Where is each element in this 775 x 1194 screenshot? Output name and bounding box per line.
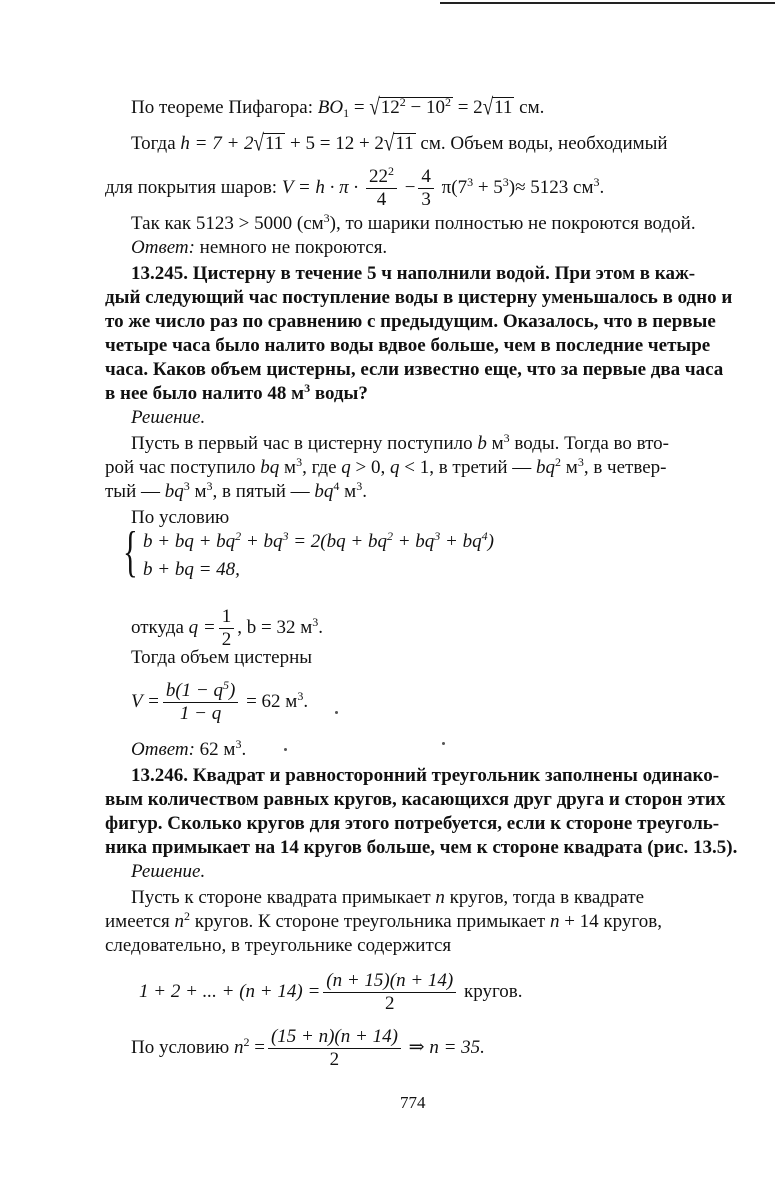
- math: , b = 32 м: [237, 616, 313, 638]
- subscript: 1: [343, 106, 350, 120]
- math: =: [349, 97, 370, 118]
- radicand: 11: [395, 133, 414, 154]
- text: воды. Тогда во вто-: [509, 433, 669, 454]
- math: = 2: [452, 97, 483, 118]
- math: n: [435, 887, 445, 908]
- text: м: [486, 433, 504, 454]
- text: , в пятый —: [212, 481, 310, 502]
- height-line: [105, 132, 756, 156]
- math: ): [229, 680, 236, 701]
- math: q =: [188, 616, 216, 638]
- text: .: [318, 616, 323, 638]
- superscript: 3: [502, 174, 509, 189]
- math: + 5: [473, 176, 503, 198]
- text: имеется: [105, 911, 170, 932]
- math: BO: [317, 97, 344, 118]
- text: Тогда: [131, 133, 176, 154]
- math: + bq: [440, 531, 482, 552]
- denominator: 2: [384, 993, 395, 1014]
- superscript: 3: [304, 381, 311, 395]
- superscript: 2: [399, 95, 406, 109]
- scan-speck: [284, 748, 287, 751]
- superscript: 3: [296, 455, 303, 469]
- denominator: 2: [221, 629, 232, 650]
- text: , где: [302, 457, 337, 478]
- superscript: 2: [243, 1034, 250, 1049]
- fraction: [268, 1026, 401, 1071]
- math: − 10: [405, 97, 445, 118]
- solution2-line-3: следовательно, в треугольнике содержится: [105, 935, 452, 956]
- text: м: [339, 481, 357, 502]
- math: q: [390, 457, 400, 478]
- superscript: 3: [503, 431, 510, 445]
- equation-2: b + bq = 48,: [143, 559, 240, 580]
- math: + bq: [392, 531, 435, 552]
- text: тый —: [105, 481, 160, 502]
- problem-246-line-2: вым количеством равных кругов, касающихся друг друга и сторон этих: [105, 789, 726, 810]
- problem-number: 13.246.: [131, 765, 188, 786]
- math: = 62 м: [241, 690, 298, 712]
- superscript: 5: [223, 678, 229, 692]
- condition-label: По условию: [131, 507, 230, 528]
- scan-speck: [335, 711, 338, 714]
- superscript: 3: [206, 479, 213, 493]
- unit: см.: [514, 97, 545, 118]
- radicand: 11: [264, 133, 284, 154]
- math: n: [174, 911, 185, 932]
- text: По теореме Пифагора:: [131, 97, 314, 118]
- solution2-line-2: [105, 910, 730, 934]
- superscript: 3: [323, 211, 330, 225]
- fraction: [219, 606, 235, 651]
- solution2-line-1: [105, 886, 756, 910]
- text: Квадрат и равносторонний треугольник заполнены одинако-: [188, 765, 720, 786]
- denominator: 1 − q: [179, 703, 222, 724]
- solution-label: Решение.: [131, 861, 206, 882]
- denominator: 2: [329, 1049, 340, 1070]
- solution-label: Решение.: [131, 407, 206, 428]
- problem-246-line-1: [105, 764, 756, 788]
- problem-246-line-3: фигур. Сколько кругов для этого потребуется, если к стороне треуголь-: [105, 813, 720, 834]
- numerator: [366, 166, 397, 189]
- problem-246-line-4: ника примыкает на 14 кругов больше, чем к стороне квадрата (рис. 13.5).: [105, 837, 738, 858]
- solution-line-3: [105, 480, 730, 504]
- numerator: 4: [418, 166, 434, 189]
- volume-label: Тогда объем цистерны: [131, 647, 313, 668]
- math: b(1 − q: [165, 680, 223, 701]
- answer-2: [105, 738, 756, 762]
- superscript: 3: [312, 614, 319, 629]
- text: кругов. К стороне треугольника примыкает: [190, 911, 546, 932]
- denominator: 4: [376, 189, 387, 210]
- superscript: 2: [184, 909, 191, 923]
- text: + 14 кругов,: [559, 911, 662, 932]
- top-rule: [440, 2, 775, 4]
- superscript: 4: [481, 529, 488, 543]
- superscript: 2: [386, 529, 393, 543]
- math: π(7: [436, 176, 468, 198]
- numerator: (15 + n)(n + 14): [268, 1026, 401, 1049]
- math: = 2(bq + bq: [288, 531, 387, 552]
- text: > 0,: [350, 457, 386, 478]
- superscript: 3: [434, 529, 441, 543]
- math: n: [549, 911, 560, 932]
- brace: {: [123, 521, 138, 583]
- text: Пусть в первый час в цистерну поступило: [131, 433, 473, 454]
- text: Цистерну в течение 5 ч наполнили водой. При этом в каж-: [188, 263, 696, 284]
- answer-label: Ответ:: [131, 739, 195, 760]
- text: Так как 5123 > 5000 (см: [131, 213, 324, 234]
- text: кругов.: [459, 980, 523, 1002]
- answer-text: немного не покроются.: [194, 237, 388, 258]
- answer-1: [105, 236, 756, 260]
- page-number: 774: [400, 1093, 426, 1112]
- fraction: [366, 166, 397, 211]
- superscript: 3: [593, 174, 600, 189]
- superscript: 2: [555, 455, 562, 469]
- text: откуда: [131, 616, 184, 638]
- superscript: 3: [467, 174, 474, 189]
- text: По условию: [131, 1036, 230, 1058]
- fraction: [163, 680, 238, 725]
- superscript: 3: [183, 479, 190, 493]
- answer-label: Ответ:: [131, 237, 195, 258]
- final-formula: [105, 1026, 756, 1071]
- volume-formula: [105, 680, 756, 725]
- comparison-line: [105, 212, 756, 236]
- math: 12: [380, 97, 400, 118]
- text: в нее было налито 48 м: [105, 383, 305, 404]
- math: bq: [164, 481, 184, 502]
- problem-245-line-5: часа. Каков объем цистерны, если известно еще, что за первые два часа: [105, 359, 724, 380]
- numerator: 1: [219, 606, 235, 629]
- numerator: [163, 680, 238, 703]
- sqrt-sign: √: [253, 130, 264, 157]
- math: =: [249, 1036, 265, 1058]
- sqrt-sign: √: [482, 94, 494, 121]
- math: bq: [260, 457, 280, 478]
- math: bq: [314, 481, 334, 502]
- text: .: [362, 481, 367, 502]
- text: для покрытия шаров:: [105, 176, 278, 198]
- superscript: 3: [577, 455, 584, 469]
- text: Пусть к стороне квадрата примыкает: [131, 887, 431, 908]
- problem-245-line-4: четыре часа было налито воды вдвое больше, чем в последние четыре: [105, 335, 711, 356]
- math: h = 7 + 2: [180, 133, 254, 154]
- math: V = h · π ·: [281, 176, 359, 198]
- text: кругов, тогда в квадрате: [444, 887, 645, 908]
- text: .: [303, 690, 309, 712]
- problem-245-line-2: дый следующий час поступление воды в цистерну уменьшалось в одно и: [105, 287, 733, 308]
- fraction: [418, 166, 434, 211]
- answer-text: 62 м: [194, 739, 236, 760]
- text: м: [561, 457, 578, 478]
- radicand: 11: [494, 97, 513, 118]
- solution-line-1: [105, 432, 756, 456]
- superscript: 3: [297, 688, 304, 703]
- volume-line: для покрытия шаров: V = h · π · $\frac{22^2}{4}$ − $\frac{4}{3}$ $\pi(7^3 + 5^3)\approx 5123$ $см^3$.: [105, 164, 605, 210]
- math: ): [487, 531, 494, 552]
- problem-number: 13.245.: [131, 263, 188, 284]
- scan-speck: [442, 742, 445, 745]
- whence-line: [105, 606, 756, 651]
- text: , в четвер-: [583, 457, 667, 478]
- sqrt-sign: √: [369, 94, 380, 121]
- superscript: 2: [235, 529, 242, 543]
- math: 22: [368, 166, 388, 187]
- text: .: [241, 739, 247, 760]
- superscript: 3: [356, 479, 363, 493]
- text: м: [279, 457, 297, 478]
- text: воды?: [310, 383, 368, 404]
- problem-245-line-3: то же число раз по сравнению с предыдущим. Оказалось, что в первые: [105, 311, 716, 332]
- equation-1: [143, 530, 494, 554]
- math: b + bq + bq: [143, 531, 236, 552]
- sqrt-sign: √: [383, 130, 395, 157]
- solution-line-2: [105, 456, 730, 480]
- superscript: 2: [387, 164, 394, 178]
- math: ⇒ n = 35.: [403, 1036, 485, 1058]
- math: q: [341, 457, 351, 478]
- superscript: 3: [235, 737, 242, 751]
- radicand: [379, 97, 453, 118]
- text: см. Объем воды, необходимый: [415, 133, 668, 154]
- pythagoras-line: [105, 96, 756, 120]
- superscript: 2: [444, 95, 451, 109]
- math: b: [477, 433, 487, 454]
- math: n: [233, 1036, 244, 1058]
- fraction: [323, 970, 456, 1015]
- text: м: [189, 481, 207, 502]
- math: −: [399, 176, 416, 198]
- math: + 5 = 12 + 2: [285, 133, 384, 154]
- math: )≈ 5123 см: [508, 176, 594, 198]
- superscript: 4: [333, 479, 340, 493]
- denominator: 3: [421, 189, 431, 210]
- text: рой час поступило: [105, 457, 256, 478]
- superscript: 3: [282, 529, 289, 543]
- math: V =: [131, 690, 160, 712]
- math: + bq: [241, 531, 283, 552]
- text: < 1, в третий —: [399, 457, 532, 478]
- math: 1 + 2 + ... + (n + 14) =: [139, 980, 321, 1002]
- problem-245-line-6: [105, 382, 730, 406]
- text: ), то шарики полностью не покроются водой.: [329, 213, 696, 234]
- problem-245-line-1: [105, 262, 756, 286]
- numerator: (n + 15)(n + 14): [323, 970, 456, 993]
- sum-formula: [105, 970, 764, 1015]
- math: bq: [536, 457, 556, 478]
